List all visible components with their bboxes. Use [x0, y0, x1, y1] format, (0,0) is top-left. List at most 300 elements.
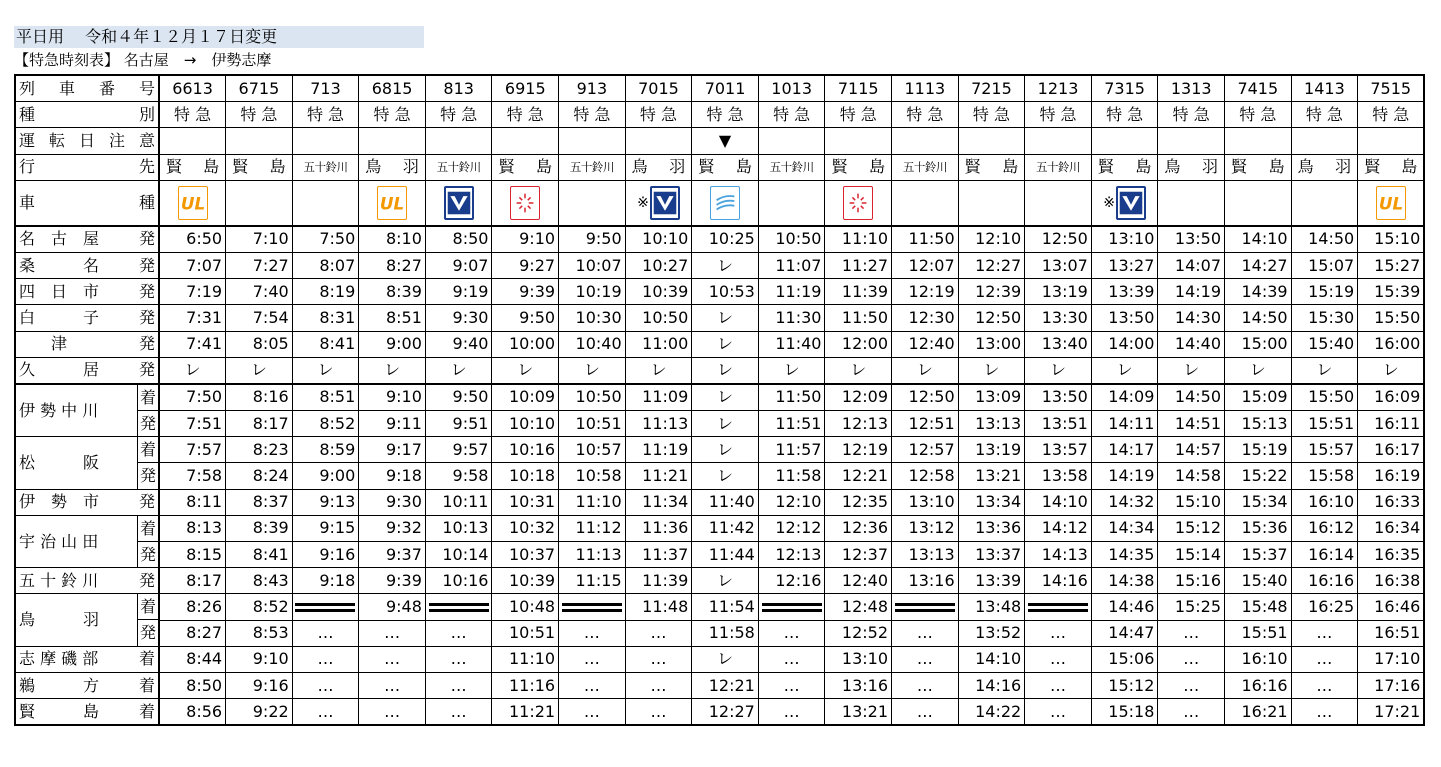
- pass-mark: レ: [1091, 357, 1158, 384]
- time-cell: 12:40: [892, 331, 959, 357]
- station-name: 久 居: [19, 360, 100, 380]
- time-cell: 15:19: [1225, 437, 1292, 463]
- pass-mark: レ: [1158, 357, 1225, 384]
- time-cell: 12:40: [825, 568, 892, 594]
- time-cell: 16:11: [1358, 411, 1425, 437]
- time-cell: 12:10: [758, 489, 825, 515]
- car-type-cell: [958, 180, 1025, 226]
- time-cell: 8:51: [292, 384, 359, 411]
- vista-car-icon: [650, 186, 680, 220]
- time-cell: 14:22: [958, 699, 1025, 726]
- time-cell: 12:21: [692, 672, 759, 698]
- time-cell: 15:10: [1358, 226, 1425, 253]
- time-cell: 10:00: [492, 331, 559, 357]
- double-line-icon: [295, 603, 355, 612]
- car-type-cell: [226, 180, 293, 226]
- train-type-row-cell: 特 急: [1158, 102, 1225, 128]
- time-cell: 13:21: [825, 699, 892, 726]
- time-cell: 9:17: [359, 437, 426, 463]
- no-service-mark: …: [559, 672, 626, 698]
- time-cell: 12:12: [758, 515, 825, 541]
- car-type-cell: [292, 180, 359, 226]
- time-cell: 10:50: [625, 305, 692, 331]
- time-cell: 8:15: [159, 542, 226, 568]
- time-cell: 14:30: [1158, 305, 1225, 331]
- car-type-cell: [359, 180, 426, 226]
- time-cell: 9:39: [359, 568, 426, 594]
- time-cell: 15:22: [1225, 463, 1292, 489]
- time-cell: 8:41: [226, 542, 293, 568]
- arrive-depart-marker: 発: [138, 307, 155, 327]
- station-row-arrive: [15, 384, 1424, 411]
- train-type-row-cell: 特 急: [1091, 102, 1158, 128]
- destination-cell: 鳥羽: [1291, 154, 1358, 180]
- time-cell: 9:18: [359, 463, 426, 489]
- svg-text:UL: UL: [180, 193, 205, 214]
- arrive-depart-marker: 発: [138, 281, 155, 301]
- time-cell: 10:31: [492, 489, 559, 515]
- pass-mark: レ: [958, 357, 1025, 384]
- car-type-cell: [492, 180, 559, 226]
- time-cell: 10:25: [692, 226, 759, 253]
- time-cell: 13:12: [892, 515, 959, 541]
- time-cell: 9:27: [492, 252, 559, 278]
- station-name: 鳥 羽: [19, 610, 100, 630]
- notes-row-cell: ▼: [692, 128, 759, 154]
- time-cell: 15:13: [1225, 411, 1292, 437]
- no-service-mark: …: [1291, 646, 1358, 672]
- time-cell: 11:19: [625, 437, 692, 463]
- time-cell: 10:51: [492, 620, 559, 646]
- destination-cell: 鳥羽: [625, 154, 692, 180]
- time-cell: 7:50: [292, 226, 359, 253]
- time-cell: 14:32: [1091, 489, 1158, 515]
- pass-mark: レ: [559, 357, 626, 384]
- time-cell: 11:44: [692, 542, 759, 568]
- no-service-mark: …: [758, 646, 825, 672]
- time-cell: 7:27: [226, 252, 293, 278]
- car-type-cell: [1225, 180, 1292, 226]
- no-service-mark: …: [892, 620, 959, 646]
- time-cell: 10:58: [559, 463, 626, 489]
- station-label: [15, 252, 159, 278]
- time-cell: 7:10: [226, 226, 293, 253]
- time-cell: 11:15: [559, 568, 626, 594]
- station-name: 鵜 方: [19, 675, 100, 695]
- time-cell: 14:11: [1091, 411, 1158, 437]
- time-cell: 11:13: [625, 411, 692, 437]
- time-cell: 16:10: [1225, 646, 1292, 672]
- time-cell: 10:40: [559, 331, 626, 357]
- arrive-marker: 着: [138, 516, 158, 542]
- time-cell: 10:10: [492, 411, 559, 437]
- time-cell: 12:21: [825, 463, 892, 489]
- time-cell: 14:38: [1091, 568, 1158, 594]
- time-cell: 8:52: [292, 411, 359, 437]
- train-number-row-cell: 7515: [1358, 75, 1425, 102]
- pass-mark: レ: [1225, 357, 1292, 384]
- time-cell: 16:14: [1291, 542, 1358, 568]
- destination-cell: 賢島: [1358, 154, 1425, 180]
- station-label: [15, 305, 159, 331]
- no-service-mark: …: [1158, 620, 1225, 646]
- time-cell: 13:39: [958, 568, 1025, 594]
- time-cell: 11:10: [825, 226, 892, 253]
- destination-cell: 賢島: [825, 154, 892, 180]
- time-cell: 13:13: [892, 542, 959, 568]
- station-row: [15, 331, 1424, 357]
- no-through-service-marker: [559, 594, 626, 620]
- time-cell: 14:57: [1158, 437, 1225, 463]
- notes-row-cell: [292, 128, 359, 154]
- time-cell: 16:38: [1358, 568, 1425, 594]
- notes-row-cell: [425, 128, 492, 154]
- time-cell: 14:34: [1091, 515, 1158, 541]
- time-cell: 10:14: [425, 542, 492, 568]
- pass-mark: レ: [359, 357, 426, 384]
- time-cell: 10:13: [425, 515, 492, 541]
- arrive-depart-marker: 発: [138, 229, 155, 249]
- time-cell: 16:00: [1358, 331, 1425, 357]
- time-cell: 12:58: [892, 463, 959, 489]
- time-cell: 16:51: [1358, 620, 1425, 646]
- time-cell: 9:18: [292, 568, 359, 594]
- time-cell: 16:33: [1358, 489, 1425, 515]
- no-service-mark: …: [1025, 672, 1092, 698]
- row-label: 運転日注意: [15, 128, 159, 154]
- time-cell: 11:54: [692, 594, 759, 620]
- no-service-mark: …: [425, 699, 492, 726]
- destination-cell: 賢島: [226, 154, 293, 180]
- time-cell: 12:51: [892, 411, 959, 437]
- arrive-marker: 着: [138, 594, 158, 620]
- pass-mark: レ: [692, 646, 759, 672]
- station-row: [15, 646, 1424, 672]
- car-type-cell: [1291, 180, 1358, 226]
- time-cell: 11:00: [625, 331, 692, 357]
- no-service-mark: …: [758, 620, 825, 646]
- destination-cell: 鳥羽: [359, 154, 426, 180]
- no-service-mark: …: [625, 672, 692, 698]
- train-number-row-cell: 7011: [692, 75, 759, 102]
- time-cell: 11:21: [492, 699, 559, 726]
- arrive-marker: 着: [138, 437, 158, 463]
- time-cell: 7:19: [159, 279, 226, 305]
- time-cell: 12:37: [825, 542, 892, 568]
- time-cell: 16:09: [1358, 384, 1425, 411]
- car-type-cell: [625, 180, 692, 226]
- time-cell: 11:36: [625, 515, 692, 541]
- time-cell: 13:58: [1025, 463, 1092, 489]
- time-cell: 15:40: [1291, 331, 1358, 357]
- destination-cell: 賢島: [492, 154, 559, 180]
- time-cell: 14:46: [1091, 594, 1158, 620]
- destination-cell: 五十鈴川: [292, 154, 359, 180]
- time-cell: 9:22: [226, 699, 293, 726]
- train-type-row: [15, 102, 1424, 128]
- no-service-mark: …: [359, 646, 426, 672]
- time-cell: 14:50: [1291, 226, 1358, 253]
- train-type-row-cell: 特 急: [226, 102, 293, 128]
- station-label: [15, 279, 159, 305]
- time-cell: 9:15: [292, 515, 359, 541]
- time-cell: 8:05: [226, 331, 293, 357]
- asterisk-note-mark: ※: [1103, 194, 1115, 211]
- train-type-row-cell: 特 急: [559, 102, 626, 128]
- train-type-row-cell: 特 急: [159, 102, 226, 128]
- time-cell: 12:13: [758, 542, 825, 568]
- time-cell: 10:30: [559, 305, 626, 331]
- time-cell: 9:30: [359, 489, 426, 515]
- notes-row-cell: [1091, 128, 1158, 154]
- time-cell: 15:30: [1291, 305, 1358, 331]
- time-cell: 12:48: [825, 594, 892, 620]
- no-through-service-marker: [425, 594, 492, 620]
- no-service-mark: …: [1291, 699, 1358, 726]
- station-row: [15, 226, 1424, 253]
- station-name: 白 子: [19, 307, 100, 327]
- time-cell: 7:50: [159, 384, 226, 411]
- destination-cell: 五十鈴川: [758, 154, 825, 180]
- time-cell: 11:10: [492, 646, 559, 672]
- destination-cell: 賢島: [692, 154, 759, 180]
- no-service-mark: …: [625, 620, 692, 646]
- time-cell: 11:48: [625, 594, 692, 620]
- notes-row-cell: [958, 128, 1025, 154]
- time-cell: 15:34: [1225, 489, 1292, 515]
- time-cell: 11:19: [758, 279, 825, 305]
- time-cell: 11:58: [758, 463, 825, 489]
- destination-cell: 五十鈴川: [559, 154, 626, 180]
- car-type-cell: [1025, 180, 1092, 226]
- no-service-mark: …: [425, 646, 492, 672]
- time-cell: 13:50: [1091, 305, 1158, 331]
- urban-liner-icon: [178, 186, 208, 220]
- station-name: 伊 勢 市: [19, 492, 100, 512]
- time-cell: 10:16: [425, 568, 492, 594]
- train-number-row-cell: 7315: [1091, 75, 1158, 102]
- time-cell: 13:10: [892, 489, 959, 515]
- train-type-row-cell: 特 急: [1025, 102, 1092, 128]
- time-cell: 15:12: [1091, 672, 1158, 698]
- time-cell: 14:40: [1158, 331, 1225, 357]
- time-cell: 11:57: [758, 437, 825, 463]
- time-cell: 14:50: [1158, 384, 1225, 411]
- time-cell: 6:50: [159, 226, 226, 253]
- time-cell: 11:07: [758, 252, 825, 278]
- pass-mark: レ: [692, 437, 759, 463]
- station-name: 賢 島: [19, 701, 100, 721]
- no-service-mark: …: [292, 699, 359, 726]
- notes-row-cell: [1225, 128, 1292, 154]
- arrive-marker: 着: [138, 385, 158, 411]
- notes-row-cell: [1158, 128, 1225, 154]
- time-cell: 10:53: [692, 279, 759, 305]
- time-cell: 16:35: [1358, 542, 1425, 568]
- destination-cell: 賢島: [958, 154, 1025, 180]
- time-cell: 16:12: [1291, 515, 1358, 541]
- time-cell: 15:51: [1225, 620, 1292, 646]
- time-cell: 8:07: [292, 252, 359, 278]
- time-cell: 14:16: [1025, 568, 1092, 594]
- time-cell: 9:11: [359, 411, 426, 437]
- no-through-service-marker: [758, 594, 825, 620]
- time-cell: 9:10: [226, 646, 293, 672]
- notes-row-cell: [625, 128, 692, 154]
- time-cell: 15:40: [1225, 568, 1292, 594]
- time-cell: 15:50: [1291, 384, 1358, 411]
- train-number-row-cell: 913: [559, 75, 626, 102]
- time-cell: 9:51: [425, 411, 492, 437]
- time-cell: 15:19: [1291, 279, 1358, 305]
- train-type-row-cell: 特 急: [892, 102, 959, 128]
- pass-mark: レ: [692, 463, 759, 489]
- time-cell: 15:16: [1158, 568, 1225, 594]
- time-cell: 8:59: [292, 437, 359, 463]
- notes-row-cell: [226, 128, 293, 154]
- arrive-depart-marker: 発: [138, 334, 155, 354]
- time-cell: 8:17: [159, 568, 226, 594]
- time-cell: 16:16: [1225, 672, 1292, 698]
- time-cell: 12:50: [892, 384, 959, 411]
- station-row: [15, 699, 1424, 726]
- train-number-row-cell: 1213: [1025, 75, 1092, 102]
- no-service-mark: …: [1291, 672, 1358, 698]
- time-cell: 12:09: [825, 384, 892, 411]
- station-label: [15, 699, 159, 726]
- time-cell: 11:09: [625, 384, 692, 411]
- train-number-row-cell: 713: [292, 75, 359, 102]
- no-service-mark: …: [559, 646, 626, 672]
- row-label: 列 車 番 号: [15, 75, 159, 102]
- time-cell: 10:57: [559, 437, 626, 463]
- time-cell: 14:10: [1225, 226, 1292, 253]
- time-cell: 7:41: [159, 331, 226, 357]
- station-row-depart: [15, 542, 1424, 568]
- station-label: [15, 384, 159, 437]
- station-name: 宇 治 山 田: [19, 531, 99, 551]
- time-cell: 14:50: [1225, 305, 1292, 331]
- pass-mark: レ: [692, 331, 759, 357]
- pass-mark: レ: [159, 357, 226, 384]
- time-cell: 8:56: [159, 699, 226, 726]
- time-cell: 9:10: [492, 226, 559, 253]
- depart-marker: 発: [139, 544, 156, 564]
- station-label: [15, 568, 159, 594]
- time-cell: 14:19: [1091, 463, 1158, 489]
- car-type-cell: [559, 180, 626, 226]
- pass-mark: レ: [825, 357, 892, 384]
- time-cell: 9:37: [359, 542, 426, 568]
- notes-row: [15, 128, 1424, 154]
- time-cell: 13:57: [1025, 437, 1092, 463]
- time-cell: 13:52: [958, 620, 1025, 646]
- arrive-depart-marker: 発: [138, 360, 155, 380]
- time-cell: 14:47: [1091, 620, 1158, 646]
- time-cell: 11:50: [825, 305, 892, 331]
- time-cell: 12:52: [825, 620, 892, 646]
- timetable-title: 【特急時刻表】 名古屋 → 伊勢志摩: [14, 51, 272, 69]
- station-label: [15, 672, 159, 698]
- station-row: [15, 489, 1424, 515]
- train-type-row-cell: 特 急: [492, 102, 559, 128]
- station-row: [15, 279, 1424, 305]
- urban-liner-icon: [377, 186, 407, 220]
- time-cell: 10:32: [492, 515, 559, 541]
- station-name: 桑 名: [19, 255, 100, 275]
- time-cell: 9:00: [359, 331, 426, 357]
- destination-cell: 五十鈴川: [1025, 154, 1092, 180]
- train-type-row-cell: 特 急: [1291, 102, 1358, 128]
- time-cell: 12:27: [692, 699, 759, 726]
- train-number-row-cell: 6815: [359, 75, 426, 102]
- pass-mark: レ: [692, 252, 759, 278]
- time-cell: 10:07: [559, 252, 626, 278]
- train-number-row-cell: 7115: [825, 75, 892, 102]
- train-number-row-cell: 7415: [1225, 75, 1292, 102]
- station-row: [15, 672, 1424, 698]
- train-number-row-cell: 1313: [1158, 75, 1225, 102]
- time-cell: 15:18: [1091, 699, 1158, 726]
- time-cell: 11:12: [559, 515, 626, 541]
- train-number-row-cell: 6715: [226, 75, 293, 102]
- time-cell: 11:40: [692, 489, 759, 515]
- station-label: [15, 331, 159, 357]
- time-cell: 9:07: [425, 252, 492, 278]
- time-cell: 16:46: [1358, 594, 1425, 620]
- no-service-mark: …: [1291, 620, 1358, 646]
- time-cell: 8:16: [226, 384, 293, 411]
- train-number-row-cell: 1013: [758, 75, 825, 102]
- arrive-depart-marker: 発: [138, 570, 155, 590]
- time-cell: 15:39: [1358, 279, 1425, 305]
- time-cell: 8:23: [226, 437, 293, 463]
- time-cell: 8:27: [159, 620, 226, 646]
- no-service-mark: …: [425, 672, 492, 698]
- time-cell: 14:39: [1225, 279, 1292, 305]
- no-service-mark: …: [359, 620, 426, 646]
- station-row: [15, 305, 1424, 331]
- no-service-mark: …: [1158, 646, 1225, 672]
- time-cell: 11:40: [758, 331, 825, 357]
- pass-mark: レ: [292, 357, 359, 384]
- train-number-row-cell: 1113: [892, 75, 959, 102]
- time-cell: 7:58: [159, 463, 226, 489]
- destination-cell: 鳥羽: [1158, 154, 1225, 180]
- pass-mark: レ: [692, 568, 759, 594]
- train-type-row-cell: 特 急: [1358, 102, 1425, 128]
- time-cell: 9:19: [425, 279, 492, 305]
- pass-mark: レ: [1025, 357, 1092, 384]
- train-type-row-cell: 特 急: [825, 102, 892, 128]
- time-cell: 8:19: [292, 279, 359, 305]
- train-number-row-cell: 1413: [1291, 75, 1358, 102]
- pass-mark: レ: [425, 357, 492, 384]
- station-label: [15, 226, 159, 253]
- time-cell: 15:07: [1291, 252, 1358, 278]
- time-cell: 15:12: [1158, 515, 1225, 541]
- notes-row-cell: [892, 128, 959, 154]
- station-row-arrive: [15, 437, 1424, 463]
- destination-cell: 賢島: [1225, 154, 1292, 180]
- station-name: 伊 勢 中 川: [19, 400, 99, 420]
- time-cell: 16:16: [1291, 568, 1358, 594]
- time-cell: 11:58: [692, 620, 759, 646]
- station-row-depart: [15, 620, 1424, 646]
- pass-mark: レ: [692, 411, 759, 437]
- time-cell: 10:19: [559, 279, 626, 305]
- time-cell: 11:30: [758, 305, 825, 331]
